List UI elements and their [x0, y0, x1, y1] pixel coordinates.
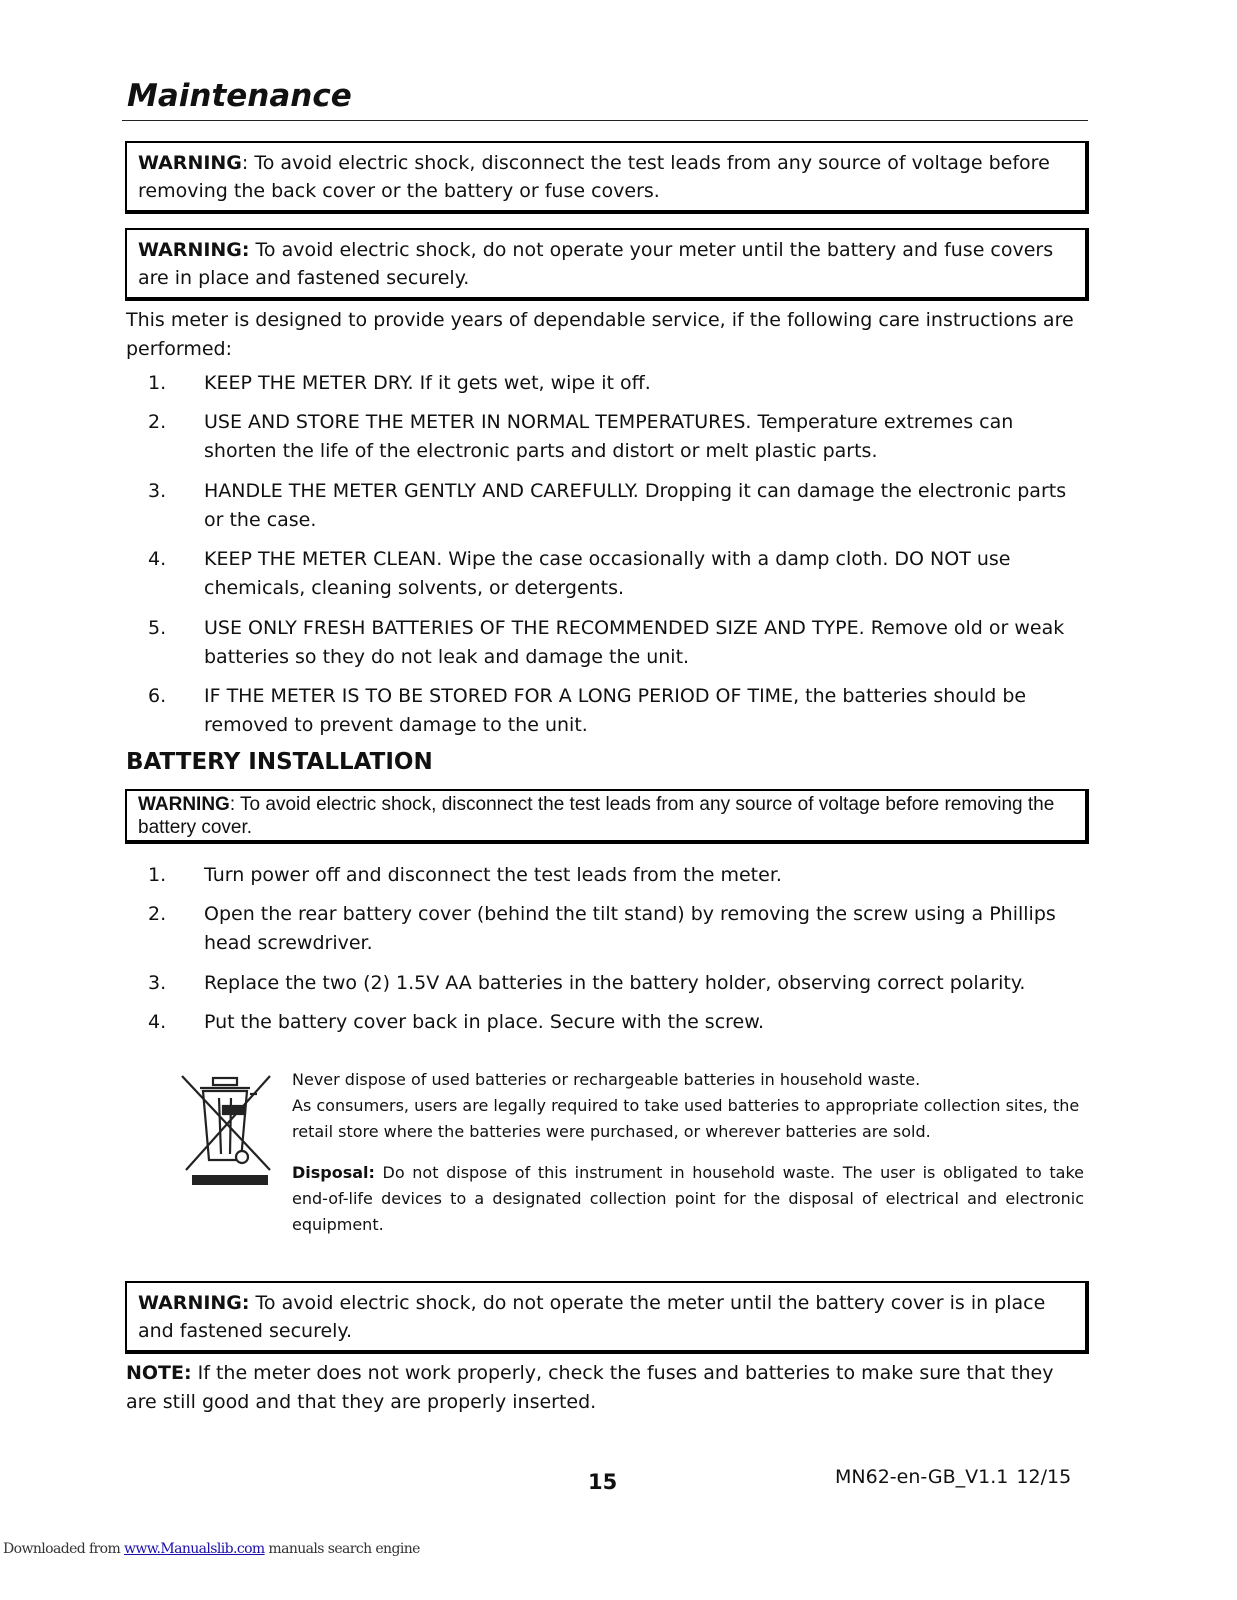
- disposal-label: Disposal:: [292, 1163, 375, 1182]
- warning-text: To avoid electric shock, do not operate your meter until the battery and fuse covers are in place and fastened securely.: [138, 239, 1054, 289]
- warning-label: WARNING: [138, 794, 230, 815]
- warning-text: : To avoid electric shock, disconnect the test leads from any source of voltage before removing the back cover or the battery or fuse covers.: [138, 152, 1050, 202]
- warning-text: To avoid electric shock, do not operate the meter until the battery cover is in place and fastened securely.: [138, 1292, 1046, 1342]
- intro-paragraph: This meter is designed to provide years of dependable service, if the following care instructions are performed:: [126, 309, 1074, 360]
- battery-installation-heading: BATTERY INSTALLATION: [126, 749, 433, 775]
- instrument-disposal-text: Disposal: Do not dispose of this instrument in household waste. The user is obligated to take end-of-life devices to a designated collection point for the disposal of electrical and electronic equipment.: [292, 1163, 1084, 1234]
- battery-disposal-text: Never dispose of used batteries or rechargeable batteries in household waste. As consumers, users are legally required to take used batteries to appropriate collection sites, the retail store where the batteries were purchased, or wherever batteries are sold.: [292, 1070, 1080, 1141]
- note-label: NOTE:: [126, 1362, 192, 1384]
- manualslib-link[interactable]: www.Manualslib.com: [124, 1541, 265, 1557]
- warning-box-disconnect-covers: [125, 141, 1089, 214]
- warning-box-battery-cover-in-place: [125, 1281, 1089, 1354]
- warning-label: WARNING:: [138, 239, 250, 261]
- page-title: Maintenance: [127, 78, 352, 114]
- warning-label: WARNING:: [138, 1292, 250, 1314]
- warning-box-battery-cover: [125, 789, 1089, 844]
- document-code: MN62-en-GB_V1.1 12/15: [835, 1466, 1072, 1488]
- warning-label: WARNING: [138, 152, 242, 174]
- title-divider: [122, 120, 1088, 121]
- warning-box-covers-in-place: [125, 228, 1089, 301]
- crossed-out-wheelie-bin-icon: [178, 1072, 274, 1188]
- warning-text: : To avoid electric shock, disconnect the test leads from any source of voltage before removing the battery cover.: [138, 794, 1055, 838]
- page-number: 15: [588, 1470, 618, 1494]
- note-paragraph: NOTE: If the meter does not work properly, check the fuses and batteries to make sure that they are still good and that they are properly inserted.: [126, 1362, 1054, 1413]
- download-source-footer: Downloaded from www.Manualslib.com manuals search engine: [3, 1541, 420, 1557]
